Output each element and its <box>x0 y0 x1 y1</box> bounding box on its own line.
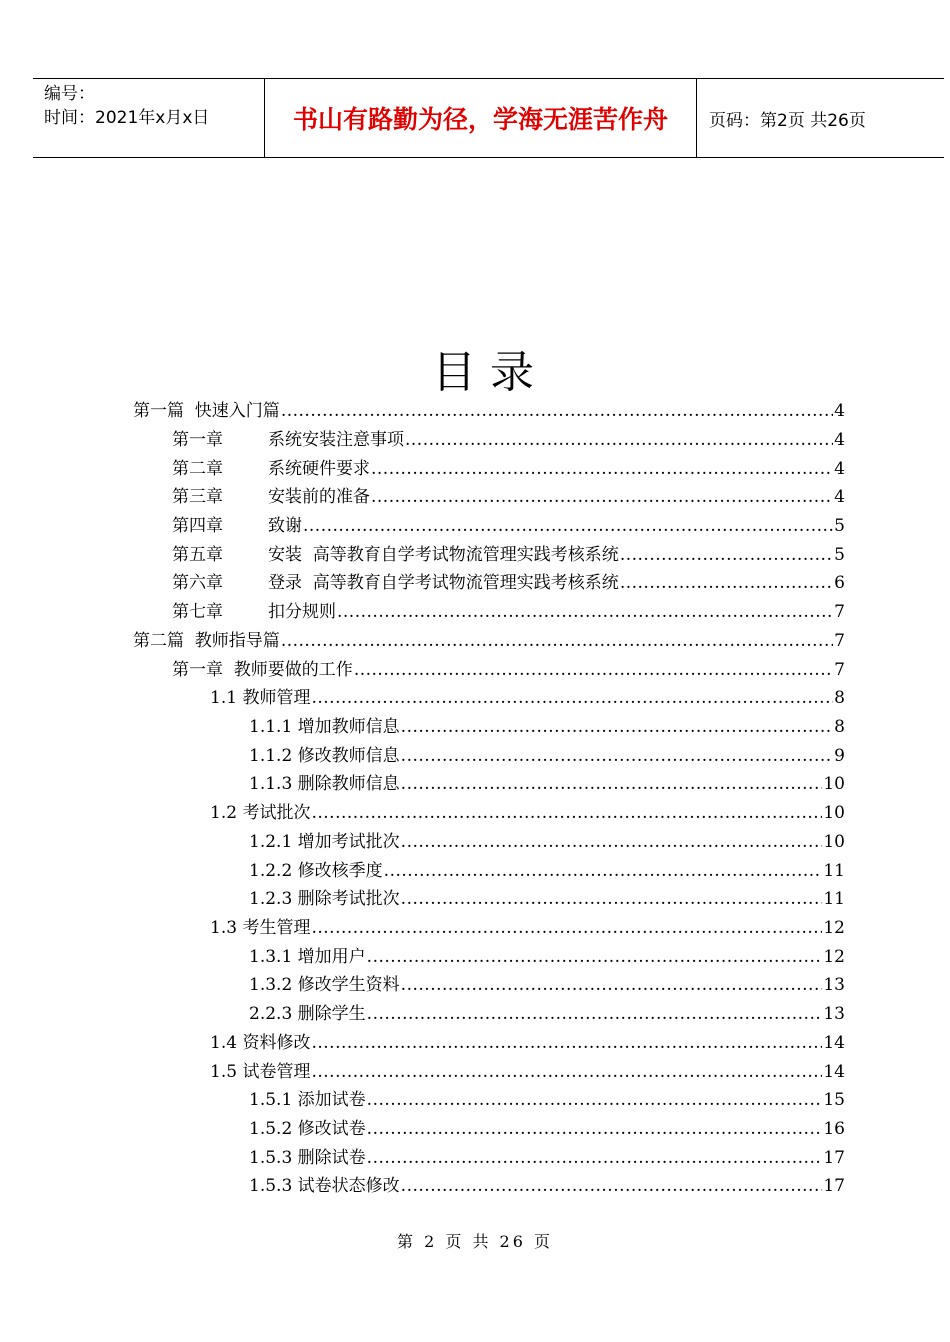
toc-entry[interactable] <box>210 1057 845 1085</box>
toc-entry[interactable] <box>133 626 845 654</box>
toc-leader <box>405 430 833 450</box>
toc-entry-text: 1.2.2 修改核季度 <box>249 861 383 881</box>
toc-entry-text: 系统安装注意事项 <box>268 430 404 450</box>
toc-entry-text: 扣分规则 <box>268 602 336 622</box>
toc-entry-page: 17 <box>823 1148 845 1168</box>
toc-entry-text: 第一篇 快速入门篇 <box>133 401 280 421</box>
toc-entry-text: 1.3 考生管理 <box>210 918 311 938</box>
toc-leader <box>384 861 823 881</box>
toc-entry[interactable] <box>210 798 845 826</box>
date-label: 时间：2021年x月x日 <box>44 108 210 128</box>
page-title: 目录 <box>432 347 548 398</box>
toc-leader <box>371 459 833 479</box>
toc-leader <box>281 631 833 651</box>
toc-entry-page: 7 <box>834 631 845 651</box>
toc-leader <box>367 1119 823 1139</box>
toc-entry-page: 7 <box>834 602 845 622</box>
toc-entry-text: 1.1 教师管理 <box>210 688 311 708</box>
toc-entry-text: 1.5.3 试卷状态修改 <box>249 1176 400 1196</box>
toc-entry-page: 16 <box>823 1119 845 1139</box>
toc-leader <box>367 947 823 967</box>
toc-entry[interactable] <box>249 1171 845 1199</box>
toc-leader <box>367 1004 823 1024</box>
toc-entry[interactable] <box>172 655 845 683</box>
toc-entry[interactable] <box>249 827 845 855</box>
toc-entry[interactable] <box>249 1114 845 1142</box>
toc-leader <box>311 1033 822 1053</box>
toc-entry[interactable] <box>249 970 845 998</box>
toc-leader <box>311 688 833 708</box>
toc-entry-page: 14 <box>823 1033 845 1053</box>
toc-entry[interactable] <box>210 913 845 941</box>
toc-entry-chapter: 第三章 <box>172 487 223 507</box>
toc-leader <box>337 602 833 622</box>
toc-entry-page: 8 <box>834 717 845 737</box>
toc-leader <box>401 774 823 794</box>
toc-entry-text: 1.2 考试批次 <box>210 803 311 823</box>
toc-entry-text: 安装前的准备 <box>268 487 370 507</box>
toc-entry-text: 1.4 资料修改 <box>210 1033 311 1053</box>
toc-leader <box>311 918 822 938</box>
toc-entry-text: 1.3.1 增加用户 <box>249 947 366 967</box>
toc-entry-page: 17 <box>823 1176 845 1196</box>
toc-entry-text: 1.5 试卷管理 <box>210 1062 311 1082</box>
toc-entry-page: 4 <box>834 459 845 479</box>
toc-entry-page: 11 <box>823 889 845 909</box>
serial-label: 编号： <box>44 84 95 104</box>
toc-entry-text: 1.1.3 删除教师信息 <box>249 774 400 794</box>
toc-entry[interactable] <box>249 999 845 1027</box>
toc-entry-text: 1.2.1 增加考试批次 <box>249 832 400 852</box>
toc-entry-text: 1.2.3 删除考试批次 <box>249 889 400 909</box>
toc-entry[interactable] <box>172 540 845 568</box>
toc-entry[interactable] <box>249 769 845 797</box>
toc-entry[interactable] <box>249 1143 845 1171</box>
toc-entry-page: 7 <box>834 660 845 680</box>
toc-entry-page: 4 <box>834 430 845 450</box>
toc-entry[interactable] <box>172 425 845 453</box>
toc-leader <box>401 717 834 737</box>
toc-entry[interactable] <box>172 511 845 539</box>
header-page-info: 页码：第2页 共26页 <box>709 110 866 131</box>
toc-entry-chapter: 第一章 <box>172 430 223 450</box>
toc-leader <box>371 487 833 507</box>
toc-entry-chapter: 第四章 <box>172 516 223 536</box>
toc-entry-text: 1.1.1 增加教师信息 <box>249 717 400 737</box>
toc-entry-text: 系统硬件要求 <box>268 459 370 479</box>
toc-entry-chapter: 第二章 <box>172 459 223 479</box>
toc-entry-page: 13 <box>823 975 845 995</box>
toc-leader <box>311 803 822 823</box>
toc-leader <box>401 975 823 995</box>
toc-entry-text: 安装 高等教育自学考试物流管理实践考核系统 <box>268 545 619 565</box>
toc-entry[interactable] <box>172 597 845 625</box>
toc-entry-page: 4 <box>834 401 845 421</box>
toc-leader <box>311 1062 822 1082</box>
toc-leader <box>367 1090 823 1110</box>
toc-entry-page: 8 <box>834 688 845 708</box>
toc-leader <box>401 889 823 909</box>
toc-entry-text: 1.1.2 修改教师信息 <box>249 746 400 766</box>
toc-leader <box>354 660 833 680</box>
toc-leader <box>367 1148 823 1168</box>
toc-entry[interactable] <box>172 482 845 510</box>
toc-entry-page: 11 <box>823 861 845 881</box>
toc-entry[interactable] <box>249 741 845 769</box>
toc-entry-text: 1.5.2 修改试卷 <box>249 1119 366 1139</box>
toc-entry[interactable] <box>210 683 845 711</box>
toc-entry-text: 2.2.3 删除学生 <box>249 1004 366 1024</box>
toc-entry-page: 9 <box>834 746 845 766</box>
toc-entry-page: 14 <box>823 1062 845 1082</box>
toc-entry-text: 1.3.2 修改学生资料 <box>249 975 400 995</box>
toc-entry-chapter: 第五章 <box>172 545 223 565</box>
toc-leader <box>281 401 833 421</box>
toc-entry-chapter: 第七章 <box>172 602 223 622</box>
page-footer: 第 2 页 共 26 页 <box>397 1232 553 1251</box>
toc-entry[interactable] <box>133 396 845 424</box>
toc-entry-chapter: 第六章 <box>172 573 223 593</box>
toc-entry-page: 5 <box>834 545 845 565</box>
toc-entry-text: 登录 高等教育自学考试物流管理实践考核系统 <box>268 573 619 593</box>
toc-leader <box>620 545 833 565</box>
toc-entry-page: 12 <box>823 918 845 938</box>
toc-entry-text: 第二篇 教师指导篇 <box>133 631 280 651</box>
toc-entry-page: 12 <box>823 947 845 967</box>
toc-entry-text: 致谢 <box>268 516 302 536</box>
toc-entry[interactable] <box>172 454 845 482</box>
toc-entry[interactable] <box>249 884 845 912</box>
toc-entry-page: 5 <box>834 516 845 536</box>
toc-entry-page: 4 <box>834 487 845 507</box>
toc-leader <box>401 746 834 766</box>
toc-leader <box>303 516 833 536</box>
toc-entry-page: 10 <box>823 774 845 794</box>
toc-entry-text: 1.5.3 删除试卷 <box>249 1148 366 1168</box>
toc-entry[interactable] <box>249 1085 845 1113</box>
toc-entry-page: 10 <box>823 803 845 823</box>
toc-leader <box>620 573 833 593</box>
header-meta <box>33 79 265 157</box>
toc-entry-page: 6 <box>834 573 845 593</box>
header-motto: 书山有路勤为径，学海无涯苦作舟 <box>265 79 697 157</box>
toc-entry-page: 10 <box>823 832 845 852</box>
toc-entry[interactable] <box>249 856 845 884</box>
toc-entry[interactable] <box>172 568 845 596</box>
toc-leader <box>401 1176 823 1196</box>
toc-entry[interactable] <box>249 712 845 740</box>
page-header <box>33 78 944 158</box>
toc-entry-page: 15 <box>823 1090 845 1110</box>
toc-entry[interactable] <box>249 942 845 970</box>
toc-entry-page: 13 <box>823 1004 845 1024</box>
toc-entry-text: 1.5.1 添加试卷 <box>249 1090 366 1110</box>
toc-entry-text: 第一章 教师要做的工作 <box>172 660 353 680</box>
toc-leader <box>401 832 823 852</box>
toc-entry[interactable] <box>210 1028 845 1056</box>
